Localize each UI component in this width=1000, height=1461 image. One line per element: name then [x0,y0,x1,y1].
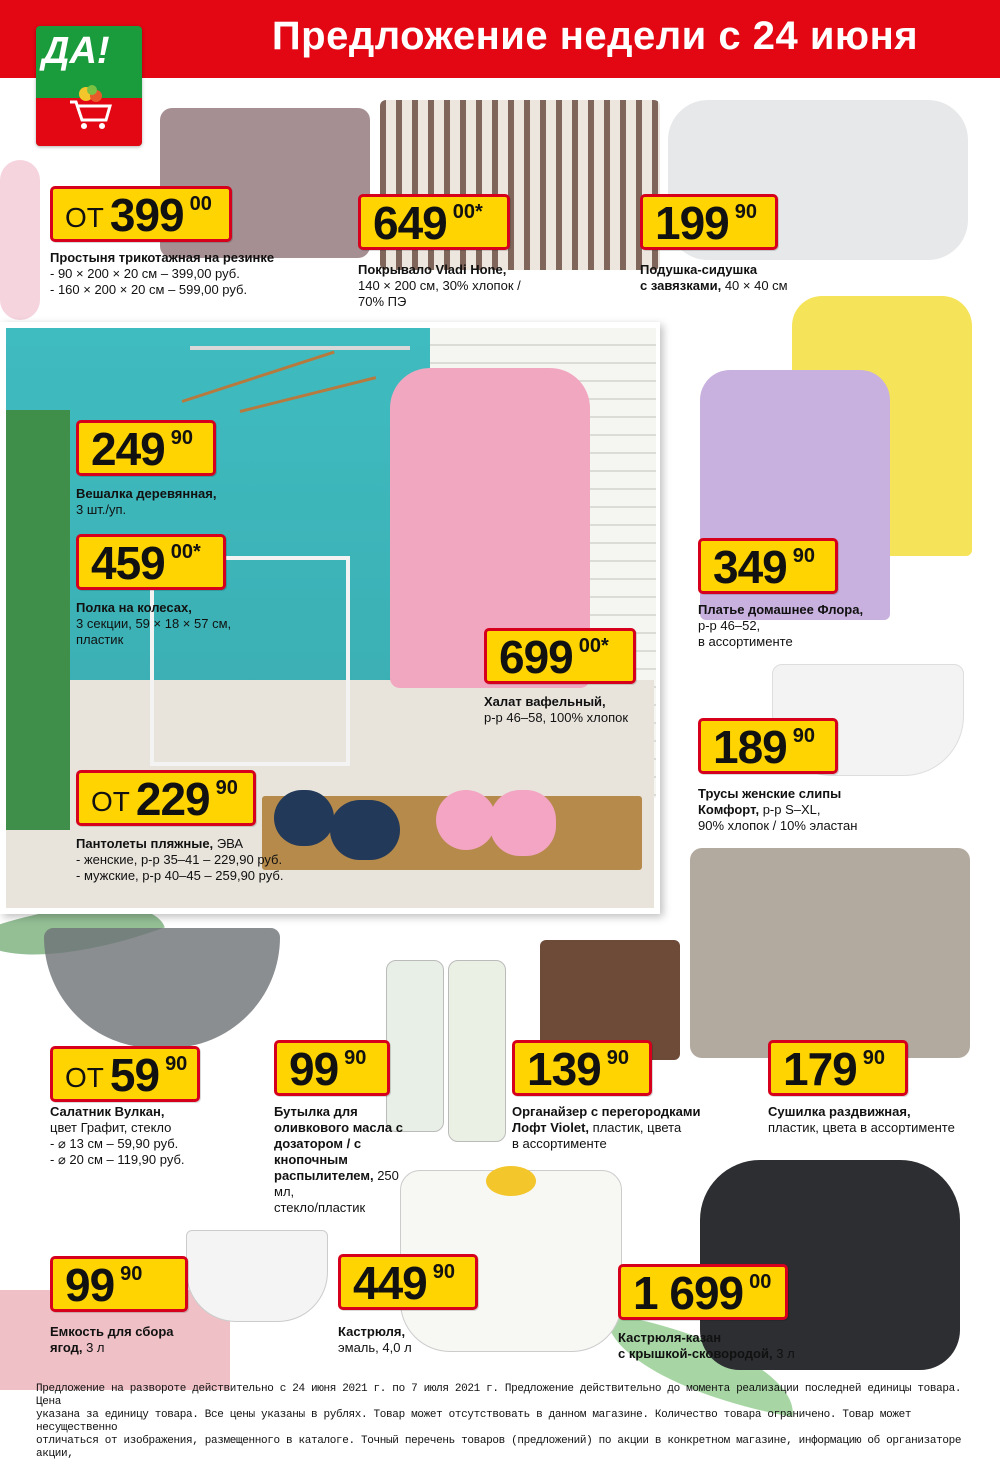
product-name: Пантолеты пляжные, [76,836,214,851]
price-main: 199 [655,197,729,249]
price-tag [338,1254,478,1310]
price-cents: 90 [120,1263,143,1285]
price-cents: 00 [749,1271,772,1293]
price-cents: 00 [189,193,212,215]
product-desc [768,1104,978,1136]
price-main: 449 [353,1257,427,1309]
oil-bottle-sprayer-image [448,960,506,1142]
product-name: Емкость для сбора [50,1324,174,1339]
product-name: Сушилка раздвижная, [768,1104,911,1119]
price-main: 189 [713,721,787,773]
product-detail: пластик, цвета в ассортименте [768,1120,955,1135]
price-main: 179 [783,1043,857,1095]
product-name-2: с крышкой-сковородой, [618,1346,773,1361]
product-detail: - 90 × 200 × 20 см – 399,00 руб. [50,266,240,281]
product-desc [338,1324,478,1356]
price-tag [76,770,256,826]
price-cents: 90 [344,1047,367,1069]
product-detail: - ⌀ 20 см – 119,90 руб. [50,1152,185,1167]
flower-decor [0,160,40,320]
pink-slipper [490,790,556,856]
price-cents: 90 [792,725,815,747]
product-name: Халат вафельный, [484,694,606,709]
product-name: Кастрюля, [338,1324,406,1339]
product-name: Покрывало Vladi Hone, [358,262,507,277]
product-detail: 140 × 200 см, 30% хлопок / [358,278,521,293]
legal-footer [36,1383,976,1461]
price-cents: 90 [165,1053,188,1075]
product-detail: 70% ПЭ [358,294,407,309]
product-name-suffix: р-р S–XL, [762,802,821,817]
price-main: 649 [373,197,447,249]
price-tag [484,628,636,684]
price-tag [50,1256,188,1312]
price-main: 99 [65,1259,115,1311]
price-cents: 00* [170,541,201,563]
store-logo[interactable] [36,26,142,146]
product-name: Вешалка деревянная, [76,486,217,501]
product-name: Полка на колесах, [76,600,192,615]
product-name: Трусы женские слипы [698,786,842,801]
product-detail: - женские, р-р 35–41 – 229,90 руб. [76,852,283,867]
price-tag [698,538,838,594]
product-detail: р-р 46–52, [698,618,761,633]
price-main: 249 [91,423,165,475]
green-cabinet [6,410,70,830]
product-desc [76,600,276,648]
product-name: Кастрюля-казан [618,1330,722,1345]
product-desc [50,250,290,298]
product-desc [640,262,860,294]
product-name: Простыня трикотажная на резинке [50,250,275,265]
price-tag [768,1040,908,1096]
price-from: ОТ [91,786,130,817]
product-desc [50,1324,210,1356]
footer-line: указана за единицу товара. Все цены указаны в рублях. Товар может отсутствовать в данном магазине. Количество товара ограничено. Товар может несущественно [36,1409,912,1434]
cart-icon [66,84,114,132]
price-main: 99 [289,1043,339,1095]
product-desc [76,836,296,884]
product-detail: стекло/пластик [274,1200,366,1215]
price-cents: 90 [734,201,757,223]
price-main: 349 [713,541,787,593]
price-tag [76,534,226,590]
price-main: 459 [91,537,165,589]
price-tag [512,1040,652,1096]
product-detail: цвет Графит, стекло [50,1120,172,1135]
product-detail: 40 × 40 см [724,278,788,293]
product-name: Подушка-сидушка [640,262,758,277]
price-main: 399 [109,189,184,241]
price-from: ОТ [65,202,104,233]
product-desc [698,786,918,834]
product-detail: эмаль, 4,0 л [338,1340,412,1355]
product-name-suffix: ЭВА [216,836,244,851]
price-tag [640,194,778,250]
product-detail: 3 шт./уп. [76,502,127,517]
product-detail: - 160 × 200 × 20 см – 599,00 руб. [50,282,248,297]
product-detail: в ассортименте [698,634,793,649]
page-title: Предложение недели с 24 июня [271,14,919,58]
product-detail-inline: 250 мл, [274,1168,399,1199]
price-cents: 90 [606,1047,629,1069]
product-detail: р-р 46–58, 100% хлопок [484,710,629,725]
towel-rail [190,346,410,350]
price-cents: 90 [432,1261,455,1283]
product-desc [358,262,578,310]
pink-slipper [436,790,496,850]
product-desc [274,1104,414,1216]
pot-knob [486,1166,536,1196]
product-detail: - ⌀ 13 см – 59,90 руб. [50,1136,179,1151]
product-desc [50,1104,250,1168]
footer-line: Предложение на развороте действительно с 24 июня 2021 г. по 7 июля 2021 г. Предложение действительно до момента реализации последней единицы товара. Цена [36,1383,962,1408]
price-tag [698,718,838,774]
product-detail: 90% хлопок / 10% эластан [698,818,858,833]
glass-bowl-image [44,928,280,1048]
price-tag [76,420,216,476]
product-name: Органайзер с перегородками Лофт Violet, [512,1104,701,1135]
product-detail: пластик [76,632,124,647]
product-name: Салатник Вулкан, [50,1104,165,1119]
product-desc [76,486,276,518]
product-desc [698,602,918,650]
product-name-2: Комфорт, [698,802,760,817]
product-detail: - мужские, р-р 40–45 – 259,90 руб. [76,868,284,883]
price-tag [274,1040,390,1096]
product-detail: в ассортименте [512,1136,607,1151]
product-name-2: с завязками, [640,278,722,293]
product-desc [484,694,654,726]
product-name: Бутылка для оливкового масла с дозатором / с кнопочным распылителем, [274,1104,403,1183]
price-tag [618,1264,788,1320]
price-tag [50,186,232,242]
price-cents: 00* [452,201,483,223]
price-main: 139 [527,1043,601,1095]
product-name: Платье домашнее Флора, [698,602,864,617]
product-desc [512,1104,712,1152]
price-cents: 90 [170,427,193,449]
price-main: 229 [135,773,210,825]
product-detail-inline: пластик, цвета [592,1120,682,1135]
price-main: 1 699 [633,1267,744,1319]
product-detail: 3 секции, 59 × 18 × 57 см, [76,616,232,631]
price-tag [358,194,510,250]
price-tag [50,1046,200,1102]
navy-slipper [330,800,400,860]
product-name-suffix: 3 л [86,1340,105,1355]
footer-line: отличаться от изображения, размещенного в каталоге. Точный перечень товаров (предложений) по акции в конкретном магазине, информацию об организаторе акции, [36,1435,962,1460]
product-desc [618,1330,838,1362]
price-cents: 90 [792,545,815,567]
price-main: 699 [499,631,573,683]
product-name-suffix: 3 л [776,1346,795,1361]
price-cents: 90 [215,777,238,799]
dish-dryer-image [690,848,970,1058]
price-cents: 00* [578,635,609,657]
price-main: 59 [109,1049,160,1101]
price-from: ОТ [65,1062,104,1093]
berry-container-image [186,1230,328,1322]
price-cents: 90 [862,1047,885,1069]
product-name-2: ягод, [50,1340,83,1355]
logo-text: ДА! [42,30,110,72]
